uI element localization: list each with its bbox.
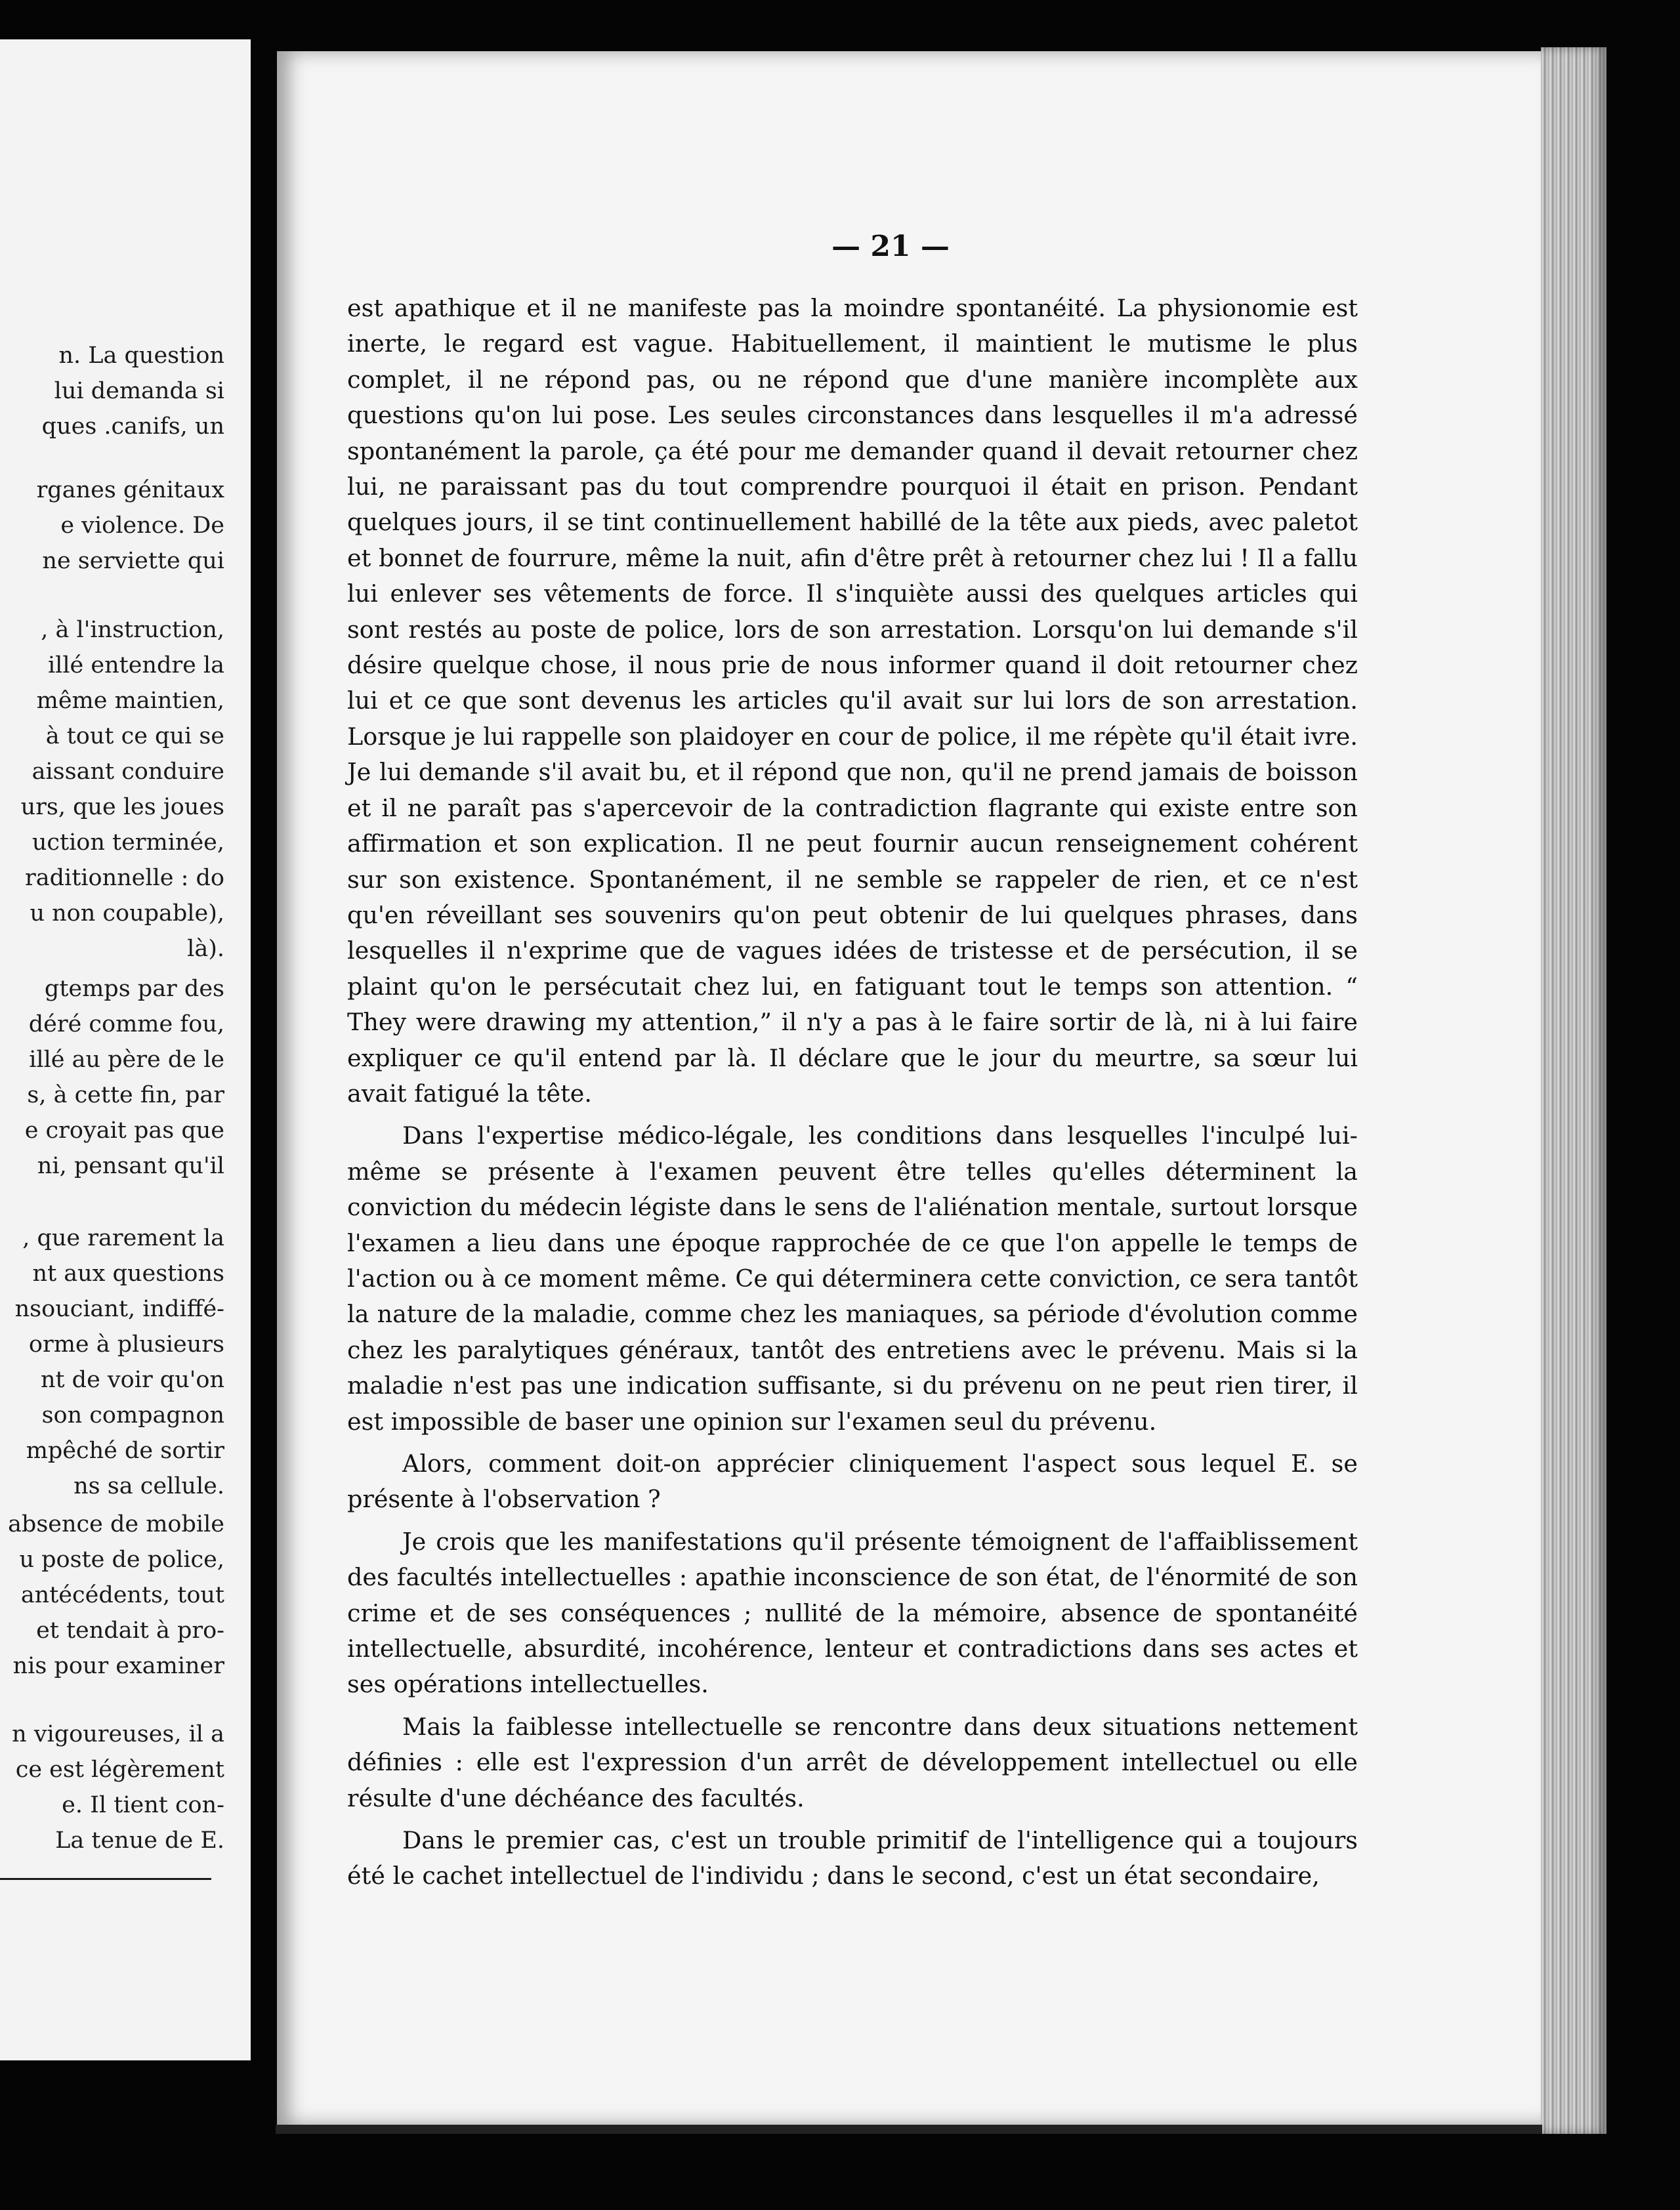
book-page — [277, 51, 1544, 2125]
previous-page-line: déré comme fou, — [28, 1011, 224, 1037]
previous-page-lines — [0, 39, 251, 2060]
previous-page-line: u poste de police, — [19, 1547, 224, 1573]
previous-page-fragment — [0, 39, 251, 2060]
previous-page-line: nis pour examiner — [12, 1653, 224, 1679]
page-body — [347, 291, 1358, 1894]
previous-page-line: mpêché de sortir — [26, 1438, 224, 1464]
previous-page-line: à tout ce qui se — [45, 723, 224, 749]
page-number: — 21 — — [831, 230, 950, 263]
previous-page-line: n vigoureuses, il a — [12, 1721, 224, 1747]
paragraph-6: Dans le premier cas, c'est un trouble primitif de l'intelligence qui a toujours été le cachet intellectuel de l'individu ; dans le second, c'est un état secondaire, — [347, 1826, 1358, 1890]
previous-page-line: raditionnelle : do — [25, 865, 224, 891]
page-bottom-edge — [276, 2125, 1542, 2134]
previous-page-line: uction terminée, — [32, 829, 224, 856]
previous-page-line: , à l'instruction, — [41, 617, 224, 643]
previous-page-line: gtemps par des — [44, 976, 224, 1002]
page-edges — [1541, 47, 1606, 2134]
previous-page-line: même maintien, — [36, 688, 224, 714]
paragraph-5: Mais la faiblesse intellectuelle se rencontre dans deux situations nettement définies : elle est l'expression d'un arrêt de développement intellectuel ou elle résulte d'une déchéance des facultés. — [347, 1712, 1358, 1812]
previous-page-line: illé au père de le — [29, 1047, 224, 1073]
previous-page-line: ne serviette qui — [42, 548, 224, 574]
previous-page-line: u non coupable), — [30, 900, 224, 927]
previous-page-line: ce est légèrement — [15, 1757, 224, 1783]
previous-page-line: La tenue de E. — [55, 1827, 224, 1854]
previous-page-line: nsouciant, indiffé- — [14, 1296, 224, 1322]
previous-page-line: , que rarement la — [22, 1225, 224, 1251]
previous-page-line: n. La question — [58, 343, 224, 369]
previous-page-line: nt de voir qu'on — [40, 1367, 224, 1393]
previous-page-line: et tendait à pro- — [36, 1617, 224, 1644]
previous-page-line: nt aux questions — [32, 1261, 224, 1287]
previous-page-line: s, à cette fin, par — [27, 1082, 224, 1108]
paragraph-3: Alors, comment doit-on apprécier cliniquement l'aspect sous lequel E. se présente à l'observation ? — [347, 1449, 1358, 1514]
previous-page-line: antécédents, tout — [20, 1582, 224, 1608]
paragraph-4: Je crois que les manifestations qu'il présente témoignent de l'affaiblissement des facultés intellectuelles : apathie inconscience de son état, de l'énormité de son crime et de ses conséquences ; nullité de la mémoire, absence de spontanéité intellectuelle, absurdité, incohérence, lenteur et contradictions dans ses actes et ses opérations intellectuelles. — [347, 1527, 1358, 1699]
previous-page-line: absence de mobile — [8, 1511, 224, 1537]
previous-page-line: ni, pensant qu'il — [37, 1153, 224, 1179]
previous-page-line: e. Il tient con- — [62, 1792, 224, 1818]
previous-page-line: ques .canifs, un — [41, 413, 224, 440]
previous-page-line: e croyait pas que — [24, 1117, 224, 1144]
previous-page-line: lui demanda si — [54, 378, 224, 404]
previous-page-line: son compagnon — [41, 1402, 224, 1428]
paragraph-1: est apathique et il ne manifeste pas la moindre spontanéité. La physionomie est inerte, le regard est vague. Habituellement, il maintient le mutisme le plus complet, il ne répond pas, ou ne répond que d'une manière incomplète aux questions qu'on lui pose. Les seules circonstances dans lesquelles il m'a adressé spontanément la parole, ça été pour me demander quand il devait retourner chez lui, ne paraissant pas du tout comprendre pourquoi il était en prison. Pendant quelques jours, il se tint continuellement habillé de la tête aux pieds, avec paletot et bonnet de fourrure, même la nuit, afin d'être prêt à retourner chez lui ! Il a fallu lui enlever ses vêtements de force. Il s'inquiète aussi des quelques articles qui sont restés au poste de police, lors de son arrestation. Lorsqu'on lui demande s'il désire quelque chose, il nous prie de nous informer quand il doit retourner chez lui et ce que sont devenus les articles qu'il avait sur lui lors de son arrestation. Lorsque je lui rappelle son plaidoyer en cour de police, il me répète qu'il était ivre. Je lui demande s'il avait bu, et il répond que non, qu'il ne prend jamais de boisson et il ne paraît pas s'apercevoir de la contradiction flagrante qui existe entre son affirmation et son explication. Il ne peut fournir aucun renseignement cohérent sur son existence. Spontanément, il ne semble se rappeler de rien, et ce n'est qu'en réveillant ses souvenirs qu'on peut obtenir de lui quelques phrases, dans lesquelles il n'exprime que de vagues idées de tristesse et de persécution, il se plaint qu'on le persécutait chez lui, en fatiguant tout le temps son attention. “ They were drawing my attention,” il n'y a pas à le faire sortir de là, ni à lui faire expliquer ce qu'il entend par là. Il déclare que le jour du meurtre, sa sœur lui avait fatigué la tête. — [347, 294, 1358, 1108]
previous-page-line: illé entendre la — [47, 652, 224, 678]
previous-page-line: e violence. De — [60, 512, 224, 539]
previous-page-line: orme à plusieurs — [28, 1331, 224, 1358]
previous-page-line: là). — [187, 936, 224, 962]
footnote-rule — [0, 1878, 211, 1880]
previous-page-line: aissant conduire — [32, 759, 224, 785]
previous-page-line: ns sa cellule. — [74, 1473, 224, 1499]
previous-page-line: rganes génitaux — [36, 477, 224, 503]
paragraph-2: Dans l'expertise médico-légale, les conditions dans lesquelles l'inculpé lui-même se présente à l'examen peuvent être telles qu'elles déterminent la conviction du médecin légiste dans le sens de l'aliénation mentale, surtout lorsque l'examen a lieu dans une époque rapprochée de ce que l'on appelle le temps de l'action ou à ce moment même. Ce qui déterminera cette conviction, ce sera tantôt la nature de la maladie, comme chez les maniaques, sa période d'évolution comme chez les paralytiques généraux, tantôt des entretiens avec le prévenu. Mais si la maladie n'est pas une indication suffisante, si du prévenu on ne peut rien tirer, il est impossible de baser une opinion sur l'examen seul du prévenu. — [347, 1121, 1358, 1436]
previous-page-line: urs, que les joues — [20, 794, 224, 820]
